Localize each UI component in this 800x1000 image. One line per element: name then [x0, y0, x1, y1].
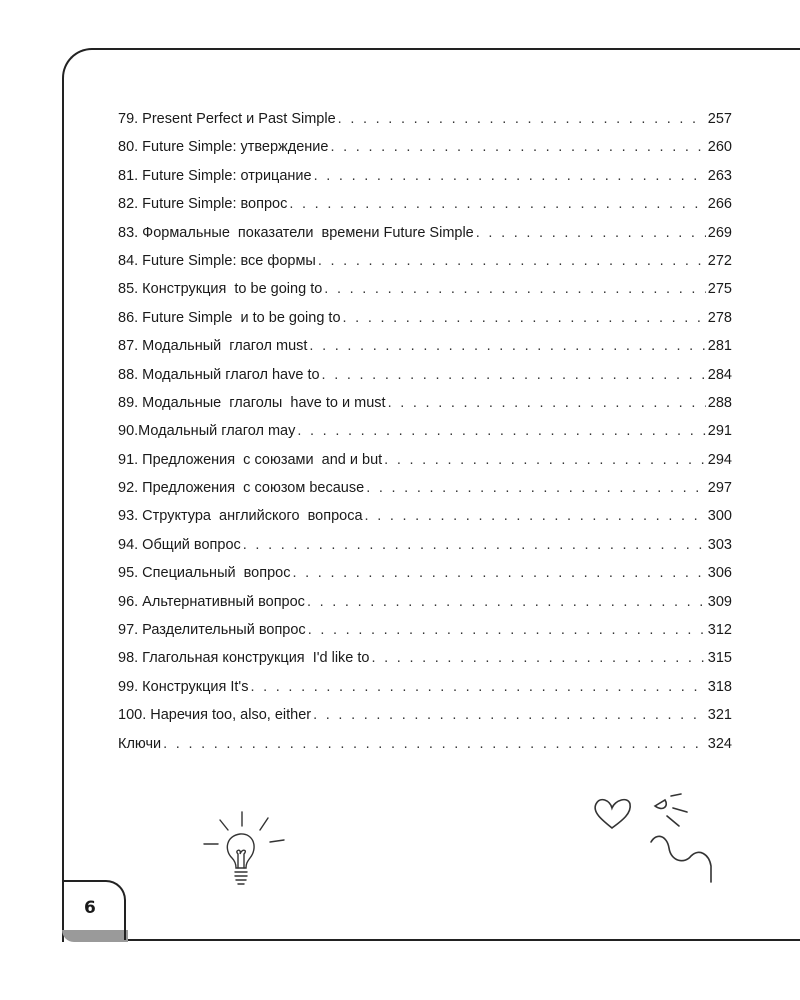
toc-entry-title: 98. Глагольная конструкция I'd like to: [118, 650, 370, 667]
toc-entry-title: 82. Future Simple: вопрос: [118, 196, 288, 213]
toc-entry-page-number: 294: [707, 451, 732, 468]
toc-entry-leader-dots: [313, 706, 706, 724]
toc-entry-leader-dots: [308, 621, 706, 639]
toc-entry: [118, 479, 732, 507]
toc-entry-leader-dots: [322, 366, 706, 384]
toc-entry-title: 90.Модальный глагол may: [118, 423, 296, 440]
toc-entry-leader-dots: [338, 110, 706, 128]
toc-entry: [118, 649, 732, 677]
toc-entry-title: 91. Предложения с союзами and и but: [118, 451, 383, 468]
toc-entry-page-number: 266: [707, 196, 732, 213]
toc-entry-page-number: 272: [707, 252, 732, 269]
toc-entry-title: 80. Future Simple: утверждение: [118, 139, 329, 156]
toc-entry-leader-dots: [343, 309, 706, 327]
heart-icon: [590, 794, 638, 834]
toc-entry-title: 84. Future Simple: все формы: [118, 252, 316, 269]
toc-entry-title: 83. Формальные показатели времени Future Simple: [118, 224, 474, 241]
toc-entry-title: 97. Разделительный вопрос: [118, 622, 306, 639]
toc-entry-page-number: 275: [707, 281, 732, 298]
toc-entry-leader-dots: [309, 337, 705, 355]
toc-entry-leader-dots: [371, 649, 705, 667]
toc-entry-page-number: 288: [707, 394, 732, 411]
toc-entry: [118, 564, 732, 592]
toc-entry: [118, 167, 732, 195]
toc-entry-page-number: 306: [707, 565, 732, 582]
toc-entry-title: 89. Модальные глаголы have to и must: [118, 394, 386, 411]
toc-entry-title: 87. Модальный глагол must: [118, 338, 308, 355]
toc-entry: [118, 507, 732, 535]
toc-entry-page-number: 309: [707, 593, 732, 610]
toc-entry-page-number: 324: [707, 735, 732, 752]
toc-entry-title: Ключи: [118, 735, 162, 752]
toc-entry-leader-dots: [297, 422, 705, 440]
toc-entry: [118, 280, 732, 308]
bottom-rule: [125, 939, 800, 941]
toc-entry-page-number: 300: [707, 508, 732, 525]
toc-entry: [118, 309, 732, 337]
toc-entry-leader-dots: [163, 735, 706, 753]
toc-entry-page-number: 284: [707, 366, 732, 383]
toc-entry-page-number: 318: [707, 678, 732, 695]
toc-entry-title: 92. Предложения с союзом because: [118, 480, 365, 497]
toc-entry-leader-dots: [250, 678, 705, 696]
toc-entry: [118, 110, 732, 138]
toc-entry-page-number: 278: [707, 309, 732, 326]
toc-entry-leader-dots: [314, 167, 706, 185]
squiggle-icon: [645, 792, 720, 887]
toc-entry-leader-dots: [324, 280, 706, 298]
toc-entry-title: 79. Present Perfect и Past Simple: [118, 111, 336, 127]
toc-entry-title: 81. Future Simple: отрицание: [118, 167, 312, 184]
toc-entry-page-number: 260: [707, 139, 732, 156]
toc-entry-title: 86. Future Simple и to be going to: [118, 309, 341, 326]
toc-entry: [118, 224, 732, 252]
toc-entry-page-number: 297: [707, 480, 732, 497]
toc-entry-leader-dots: [289, 195, 705, 213]
toc-entry-title: 85. Конструкция to be going to: [118, 281, 323, 298]
toc-entry: [118, 195, 732, 223]
toc-entry-leader-dots: [330, 138, 705, 156]
toc-entry-title: 96. Альтернативный вопрос: [118, 593, 305, 610]
toc-entry-leader-dots: [318, 252, 706, 270]
toc-entry-title: 93. Структура английского вопроса: [118, 508, 363, 525]
toc-entry: [118, 593, 732, 621]
toc-entry-leader-dots: [384, 451, 706, 469]
toc-entry: [118, 678, 732, 706]
toc-entry: [118, 366, 732, 394]
toc-entry-title: 95. Специальный вопрос: [118, 565, 291, 582]
toc-entry-title: 94. Общий вопрос: [118, 536, 241, 553]
toc-entry-page-number: 312: [707, 622, 732, 639]
toc-entry-page-number: 269: [707, 224, 732, 241]
toc-entry: [118, 536, 732, 564]
toc-entry-page-number: 281: [707, 338, 732, 355]
toc-entry: [118, 735, 732, 763]
toc-entry: [118, 337, 732, 365]
toc-entry: [118, 138, 732, 166]
toc-entry-title: 99. Конструкция It's: [118, 678, 249, 695]
toc-entry-page-number: 321: [707, 707, 732, 724]
toc-entry-title: 88. Модальный глагол have to: [118, 366, 320, 383]
toc-entry: [118, 394, 732, 422]
toc-entry-leader-dots: [365, 507, 706, 525]
toc-entry-leader-dots: [292, 564, 705, 582]
toc-entry-page-number: 257: [707, 111, 732, 127]
toc-entry-title: 100. Наречия too, also, either: [118, 707, 312, 724]
toc-entry-page-number: 291: [707, 423, 732, 440]
table-of-contents: [118, 110, 732, 763]
toc-entry-leader-dots: [243, 536, 706, 554]
toc-entry-page-number: 315: [707, 650, 732, 667]
page-number: 6: [84, 898, 96, 918]
toc-entry-leader-dots: [307, 593, 706, 611]
toc-entry: [118, 252, 732, 280]
toc-entry: [118, 621, 732, 649]
lightbulb-icon: [198, 810, 288, 890]
toc-entry: [118, 422, 732, 450]
toc-entry: [118, 706, 732, 734]
toc-entry: [118, 451, 732, 479]
toc-entry-leader-dots: [476, 224, 706, 242]
toc-entry-leader-dots: [388, 394, 706, 412]
toc-entry-leader-dots: [366, 479, 706, 497]
toc-entry-page-number: 303: [707, 536, 732, 553]
toc-entry-page-number: 263: [707, 167, 732, 184]
